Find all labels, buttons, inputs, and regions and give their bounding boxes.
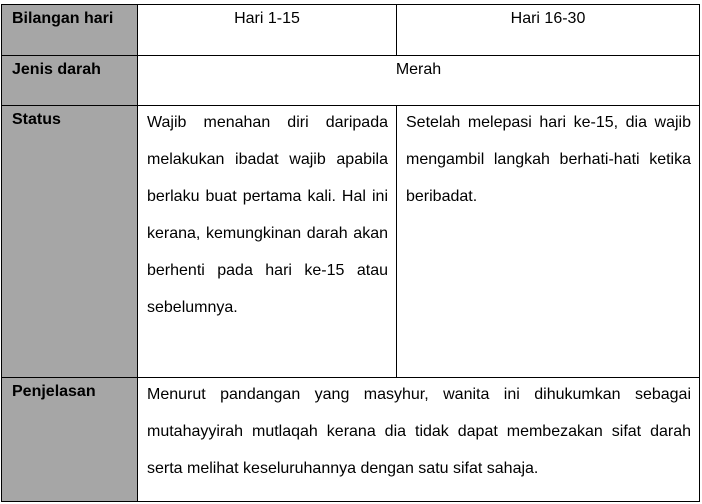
header-hari-1-15: Hari 1-15 [138, 5, 397, 56]
header-hari-16-30: Hari 16-30 [397, 5, 700, 56]
row-jenis-darah [2, 56, 700, 106]
value-penjelasan [138, 378, 700, 502]
row-bilangan-hari [2, 5, 700, 56]
info-table [1, 4, 700, 502]
label-bilangan-hari: Bilangan hari [2, 5, 138, 56]
penjelasan-text: Menurut pandangan yang masyhur, wanita ini dihukumkan sebagai mutahayyirah mutlaqah kerana dia tidak dapat membezakan sifat darah serta melihat keseluruhannya dengan satu sifat sahaja. [147, 386, 691, 477]
value-jenis-darah: Merah [138, 56, 700, 106]
status-hari-16-30 [397, 106, 700, 378]
row-status [2, 106, 700, 378]
label-penjelasan: Penjelasan [2, 378, 138, 502]
status-hari-16-30-text: Setelah melepasi hari ke-15, dia wajib mengambil langkah berhati-hati ketika beribadat. [406, 114, 691, 205]
status-hari-1-15 [138, 106, 397, 378]
label-jenis-darah: Jenis darah [2, 56, 138, 106]
row-penjelasan [2, 378, 700, 502]
status-hari-1-15-text: Wajib menahan diri daripada melakukan ibadat wajib apabila berlaku buat pertama kali. Hal ini kerana, kemungkinan darah akan berhenti pada hari ke-15 atau sebelumnya. [147, 114, 388, 316]
label-status: Status [2, 106, 138, 378]
